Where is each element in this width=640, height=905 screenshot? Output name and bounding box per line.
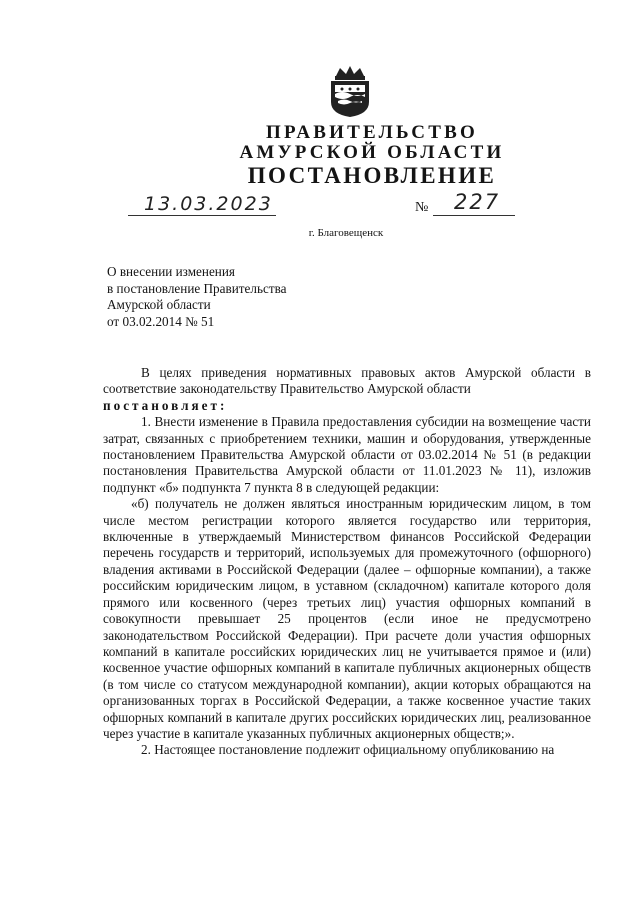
subject-line: от 03.02.2014 № 51 (107, 313, 215, 329)
date-underline (128, 215, 276, 216)
number-label: № (415, 200, 429, 215)
subject-line: в постановление Правительства (107, 280, 287, 296)
decree-word: постановляет: (103, 397, 228, 413)
document-body (103, 365, 591, 759)
coat-of-arms-icon (326, 66, 374, 118)
number-underline (433, 215, 515, 216)
document-date: 13.03.2023 (144, 193, 273, 215)
city-line: г. Благовещенск (308, 227, 384, 239)
document-number: 227 (454, 190, 501, 214)
region-heading: АМУРСКОЙ ОБЛАСТИ (239, 142, 505, 163)
quoted-amendment-paragraph: «б) получатель не должен являться иностранным юридическим лицом, в том числе местом регистрации которого является государство или территория, включенные в утверждаемый Министерством финансов Российской Федерации перечень государств и территорий, используемых для промежуточного (офшорного) владения активами в Российской Федерации (далее – офшорные компании), а также российским юридическим лицом, в уставном (складочном) капитале которого доля прямого или косвенного (через третьих лиц) участия офшорных компаний в совокупности превышает 25 процентов (если иное не предусмотрено законодательством Российской Федерации). При расчете доли участия офшорных компаний в капитале российских юридических лиц не учитывается прямое и (или) косвенное участие офшорных компаний в капитале публичных акционерных обществ (в том числе со статусом международной компании), акции которых обращаются на организованных торгах в Российской Федерации, а также косвенное участие таких офшорных компаний в капитале других российских юридических лиц, реализованное через участие в капитале указанных публичных акционерных обществ;». (103, 496, 591, 741)
item-1-paragraph: 1. Внести изменение в Правила предоставления субсидии на возмещение части затрат, связанных с приобретением техники, машин и оборудования, утвержденные постановлением Правительства Амурской области от 03.02.2014 № 51 (в редакции постановления Правительства Амурской области от 11.01.2023 № 11), изложив подпункт «б» подпункта 7 пункта 8 в следующей редакции: (103, 414, 591, 495)
subject-block (107, 264, 287, 330)
preamble-paragraph: В целях приведения нормативных правовых актов Амурской области в соответствие законодательству Правительство Амурской области (103, 365, 591, 397)
government-heading: ПРАВИТЕЛЬСТВО (266, 122, 478, 143)
subject-line: Амурской области (107, 297, 211, 313)
item-2-paragraph: 2. Настоящее постановление подлежит официальному опубликованию на (141, 742, 555, 758)
document-type-title: ПОСТАНОВЛЕНИЕ (247, 163, 497, 188)
subject-line: О внесении изменения (107, 264, 235, 279)
